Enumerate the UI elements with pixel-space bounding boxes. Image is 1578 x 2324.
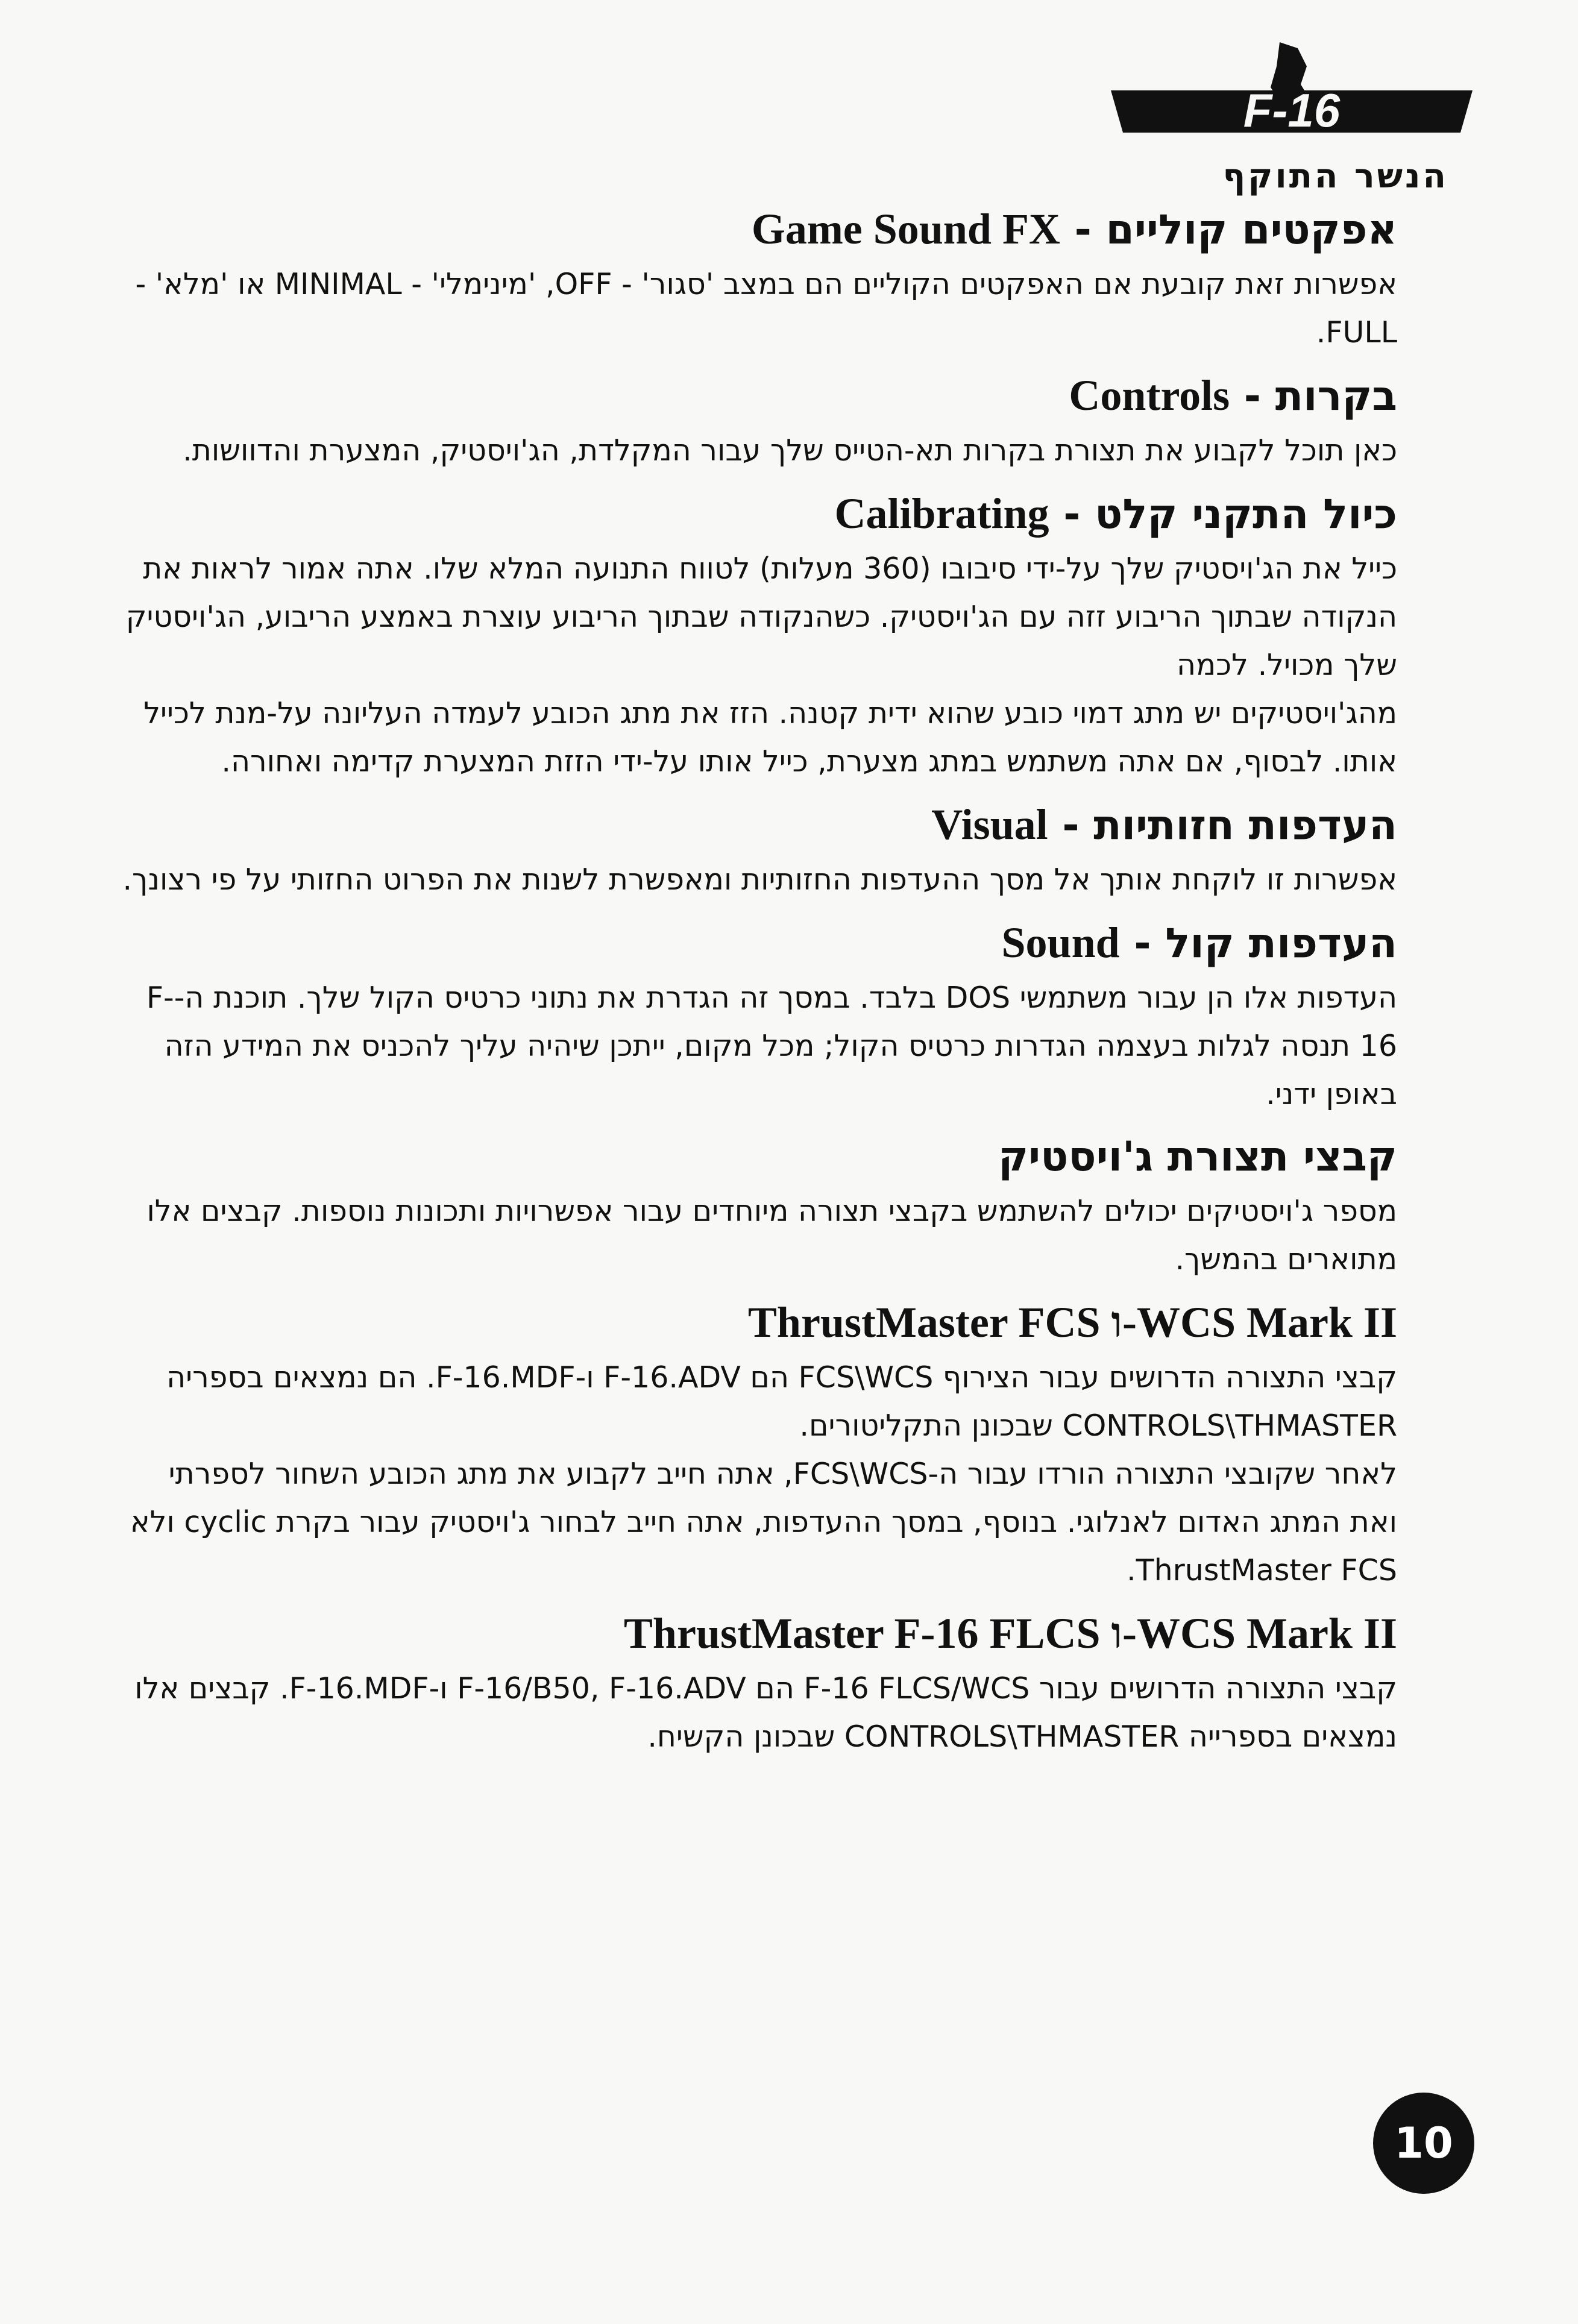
page-content — [121, 199, 1397, 1770]
section-heading: בקרות - Controls — [1069, 371, 1397, 420]
section-thrustmaster-fcs — [121, 1292, 1397, 1595]
paragraph: אפשרות זו לוקחת אותך אל מסך ההעדפות החזותיות ומאפשרת לשנות את הפרוט החזותי על פי רצונך. — [122, 862, 1397, 897]
eagle-f16-logo-icon — [1099, 42, 1485, 169]
section-heading — [121, 1603, 1397, 1665]
section-heading: אפקטים קוליים - Game Sound FX — [751, 205, 1397, 254]
heading-english: Controls — [1069, 371, 1230, 419]
heading-hebrew: העדפות חזותיות — [1093, 802, 1397, 849]
paragraph: קבצי התצורה הדרושים עבור הצירוף FCS\WCS הם F-16.ADV ו-F-16.MDF. הם נמצאים בספריה CONTROLS\THMASTER שבכונן התקליטורים. — [166, 1360, 1397, 1443]
section-game-sound-fx — [121, 199, 1397, 357]
page-number-badge: 10 — [1373, 2093, 1474, 2194]
paragraph: מספר ג'ויסטיקים יכולים להשתמש בקבצי תצורה מיוחדים עבור אפשרויות ותכונות נוספות. קבצים אלו מתוארים בהמשך. — [146, 1194, 1397, 1277]
logo-wordmark: F-16 — [1243, 84, 1341, 137]
section-joystick-config-files — [121, 1127, 1397, 1284]
section-heading: כיול התקני קלט - Calibrating — [834, 489, 1397, 538]
section-thrustmaster-f16-flcs — [121, 1603, 1397, 1761]
heading-hebrew: WCS Mark II-ו ThrustMaster FCS — [747, 1298, 1397, 1346]
section-heading: העדפות חזותיות - Visual — [931, 800, 1397, 849]
paragraph: לאחר שקובצי התצורה הורדו עבור ה-FCS\WCS, אתה חייב לקבוע את מתג הכובע השחור לספרתי ואת המתג האדום לאנלוגי. בנוסף, במסך ההעדפות, אתה חייב לבחור ג'ויסטיק עבור בקרת cyclic ולא ThrustMaster FCS. — [130, 1457, 1397, 1588]
heading-english: Sound — [1001, 919, 1120, 967]
section-controls — [121, 365, 1397, 475]
section-heading — [121, 1127, 1397, 1187]
heading-hebrew: כיול התקני קלט — [1095, 491, 1397, 538]
heading-hebrew: אפקטים קוליים — [1105, 206, 1397, 254]
heading-hebrew: WCS Mark II-ו ThrustMaster F-16 FLCS — [623, 1609, 1397, 1657]
paragraph: כייל את הג'ויסטיק שלך על-ידי סיבובו (360 מעלות) לטווח התנועה המלא שלו. אתה אמור לראות את הנקודה שבתוך הריבוע זזה עם הג'ויסטיק. כשהנקודה שבתוך הריבוע עוצרת באמצע הריבוע, הג'ויסטיק שלך מכויל. לכמה — [125, 551, 1397, 682]
section-visual — [121, 794, 1397, 904]
section-heading: העדפות קול - Sound — [1001, 919, 1397, 967]
section-sound — [121, 912, 1397, 1119]
heading-english: Calibrating — [834, 489, 1049, 538]
paragraph: אפשרות זאת קובעת אם האפקטים הקוליים הם במצב 'סגור' - OFF, 'מינימלי' - MINIMAL או 'מלא' - FULL. — [135, 267, 1397, 350]
heading-english: Visual — [931, 800, 1048, 849]
heading-hebrew: בקרות — [1275, 372, 1397, 420]
heading-hebrew: קבצי תצורת ג'ויסטיק — [998, 1133, 1397, 1181]
paragraph: העדפות אלו הן עבור משתמשי DOS בלבד. במסך זה הגדרת את נתוני כרטיס הקול שלך. תוכנת ה-F-16 תנסה לגלות בעצמה הגדרות כרטיס הקול; מכל מקום, ייתכן שיהיה עליך להכניס את המידע הזה באופן ידני. — [146, 981, 1397, 1111]
paragraph: כאן תוכל לקבוע את תצורת בקרות תא-הטייס שלך עבור המקלדת, הג'ויסטיק, המצערת והדוושות. — [183, 433, 1397, 468]
logo-subtitle: הנשר התוקף — [1222, 157, 1448, 196]
heading-hebrew: העדפות קול — [1165, 920, 1397, 967]
f16-logo — [1099, 42, 1485, 196]
heading-english: Game Sound FX — [751, 205, 1060, 253]
section-heading — [121, 1292, 1397, 1354]
paragraph: מהג'ויסטיקים יש מתג דמוי כובע שהוא ידית קטנה. הזז את מתג הכובע לעמדה העליונה על-מנת לכייל אותו. לבסוף, אם אתה משתמש במתג מצערת, כייל אותו על-ידי הזזת המצערת קדימה ואחורה. — [143, 696, 1397, 779]
section-calibrating — [121, 483, 1397, 786]
paragraph: קבצי התצורה הדרושים עבור F-16 FLCS/WCS הם F-16/B50, F-16.ADV ו-F-16.MDF. קבצים אלו נמצאים בספרייה CONTROLS\THMASTER שבכונן הקשיח. — [134, 1671, 1397, 1754]
